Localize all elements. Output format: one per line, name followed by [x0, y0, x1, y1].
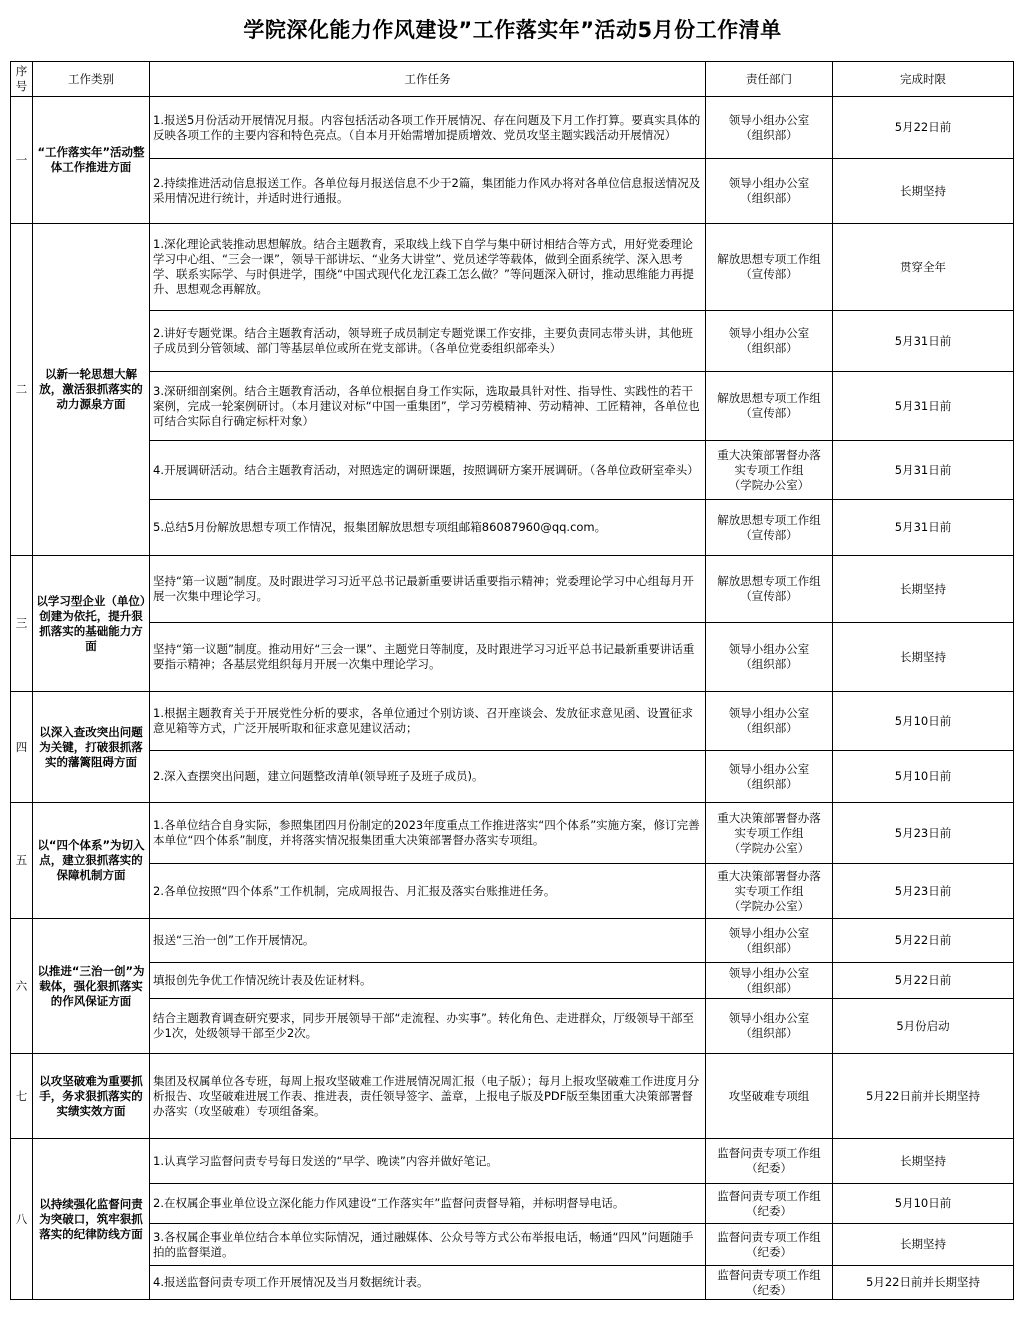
- task-cell: 5.总结5月份解放思想专项工作情况，报集团解放思想专项组邮箱86087960@qq.com。: [150, 500, 706, 556]
- task-cell: 2.讲好专题党课。结合主题教育活动，领导班子成员制定专题党课工作安排，主要负责同志带头讲，其他班子成员到分管领域、部门等基层单位或所在党支部讲。（各单位党委组织部牵头）: [150, 311, 706, 372]
- task-cell: 1.各单位结合自身实际，参照集团四月份制定的2023年度重点工作推进落实“四个体系”实施方案，修订完善本单位“四个体系”制度，并将落实情况报集团重大决策部署督办落实专项组。: [150, 803, 706, 864]
- task-cell: 报送“三治一创”工作开展情况。: [150, 919, 706, 963]
- dept-line: 实专项工作组: [734, 462, 804, 477]
- work-list-table: [10, 61, 1014, 1300]
- table-row: [11, 1224, 1014, 1266]
- dept-line: 监督问责专项工作组: [717, 1267, 821, 1282]
- header-category: 工作类别: [33, 62, 150, 97]
- table-row: [11, 623, 1014, 692]
- dept-cell: [706, 556, 833, 623]
- deadline-cell: 5月22日前: [833, 97, 1014, 159]
- dept-line: 解放思想专项工作组: [717, 252, 821, 266]
- group-category: 以推进“三治一创”为载体，强化狠抓落实的作风保证方面: [33, 919, 150, 1054]
- dept-line: （宣传部）: [740, 589, 798, 603]
- deadline-cell: 贯穿全年: [833, 224, 1014, 311]
- table-row: [11, 999, 1014, 1054]
- deadline-cell: 5月23日前: [833, 803, 1014, 864]
- task-cell: 1.根据主题教育关于开展党性分析的要求，各单位通过个别访谈、召开座谈会、发放征求意见函、设置征求意见箱等方式，广泛开展听取和征求意见建议活动；: [150, 692, 706, 751]
- table-row: [11, 864, 1014, 919]
- group-category: 以学习型企业（单位）创建为依托，提升狠抓落实的基础能力方面: [33, 556, 150, 692]
- task-cell: 3.各权属企事业单位结合本单位实际情况，通过融媒体、公众号等方式公布举报电话，畅通“四风”问题随手拍的监督渠道。: [150, 1224, 706, 1266]
- dept-line: （组织部）: [740, 980, 798, 995]
- deadline-cell: 5月31日前: [833, 372, 1014, 441]
- dept-line: 领导小组办公室: [728, 326, 810, 340]
- table-row: [11, 556, 1014, 623]
- deadline-cell: 5月份启动: [833, 999, 1014, 1054]
- dept-line: （组织部）: [740, 127, 798, 142]
- deadline-cell: 5月10日前: [833, 1184, 1014, 1224]
- dept-line: （组织部）: [740, 191, 798, 205]
- dept-line: 实专项工作组: [734, 883, 804, 898]
- dept-line: 解放思想专项工作组: [717, 574, 821, 588]
- table-body: [11, 97, 1014, 1300]
- dept-line: 重大决策部署督办落: [717, 447, 821, 462]
- group-category: 以新一轮思想大解放，激活狠抓落实的动力源泉方面: [33, 224, 150, 556]
- task-cell: 2.深入查摆突出问题，建立问题整改清单(领导班子及班子成员)。: [150, 751, 706, 803]
- dept-line: （组织部）: [740, 341, 798, 355]
- dept-line: （纪委）: [746, 1203, 792, 1218]
- task-cell: 1.认真学习监督问责专号每日发送的“早学、晚读”内容并做好笔记。: [150, 1139, 706, 1184]
- task-cell: 4.开展调研活动。结合主题教育活动，对照选定的调研课题，按照调研方案开展调研。（各单位政研室牵头）: [150, 441, 706, 500]
- deadline-cell: 5月10日前: [833, 751, 1014, 803]
- table-row: [11, 372, 1014, 441]
- page-title: 学院深化能力作风建设”工作落实年”活动5月份工作清单: [243, 18, 782, 42]
- dept-line: （组织部）: [740, 776, 798, 791]
- dept-cell: [706, 1054, 833, 1139]
- dept-cell: [706, 159, 833, 224]
- deadline-cell: 长期坚持: [833, 623, 1014, 692]
- group-category: 以深入查改突出问题为关键，打破狠抓落实的藩篱阻碍方面: [33, 692, 150, 803]
- group-number: 四: [11, 692, 33, 803]
- table-row: [11, 311, 1014, 372]
- dept-cell: [706, 1139, 833, 1184]
- deadline-cell: 5月22日前: [833, 963, 1014, 999]
- group-number: 五: [11, 803, 33, 919]
- table-row: [11, 751, 1014, 803]
- dept-line: （纪委）: [746, 1244, 792, 1259]
- dept-cell: [706, 1184, 833, 1224]
- table-row: [11, 224, 1014, 311]
- dept-cell: [706, 963, 833, 999]
- dept-line: 重大决策部署督办落: [717, 868, 821, 883]
- dept-cell: [706, 224, 833, 311]
- dept-line: （宣传部）: [740, 267, 798, 281]
- dept-cell: [706, 1224, 833, 1266]
- dept-line: 领导小组办公室: [728, 925, 810, 940]
- task-cell: 2.在权属企事业单位设立深化能力作风建设“工作落实年”监督问责督导箱，并标明督导电话。: [150, 1184, 706, 1224]
- group-number: 七: [11, 1054, 33, 1139]
- deadline-cell: 长期坚持: [833, 556, 1014, 623]
- group-number: 一: [11, 97, 33, 224]
- header-task: 工作任务: [150, 62, 706, 97]
- dept-cell: [706, 623, 833, 692]
- deadline-cell: 5月23日前: [833, 864, 1014, 919]
- dept-cell: [706, 500, 833, 556]
- dept-line: （学院办公室）: [728, 477, 810, 492]
- task-cell: 2.各单位按照“四个体系”工作机制，完成周报告、月汇报及落实台账推进任务。: [150, 864, 706, 919]
- group-category: 以“四个体系”为切入点，建立狠抓落实的保障机制方面: [33, 803, 150, 919]
- table-row: [11, 963, 1014, 999]
- dept-line: （纪委）: [746, 1161, 792, 1175]
- table-row: [11, 1139, 1014, 1184]
- dept-cell: [706, 372, 833, 441]
- table-row: [11, 692, 1014, 751]
- group-number: 三: [11, 556, 33, 692]
- task-cell: 坚持“第一议题”制度。及时跟进学习习近平总书记最新重要讲话重要指示精神；党委理论学习中心组每月开展一次集中理论学习。: [150, 556, 706, 623]
- dept-line: （组织部）: [740, 940, 798, 955]
- dept-line: 监督问责专项工作组: [717, 1188, 821, 1203]
- table-row: [11, 1184, 1014, 1224]
- task-cell: 4.报送监督问责专项工作开展情况及当月数据统计表。: [150, 1266, 706, 1300]
- header-num: 序 号: [11, 62, 33, 97]
- deadline-cell: 5月31日前: [833, 500, 1014, 556]
- dept-line: （宣传部）: [740, 406, 798, 420]
- group-category: 以持续强化监督问责为突破口，筑牢狠抓落实的纪律防线方面: [33, 1139, 150, 1300]
- task-cell: 填报创先争优工作情况统计表及佐证材料。: [150, 963, 706, 999]
- header-dept: 责任部门: [706, 62, 833, 97]
- deadline-cell: 5月22日前并长期坚持: [833, 1054, 1014, 1139]
- dept-cell: [706, 692, 833, 751]
- deadline-cell: 5月22日前并长期坚持: [833, 1266, 1014, 1300]
- group-number: 六: [11, 919, 33, 1054]
- dept-line: （组织部）: [740, 721, 798, 735]
- task-cell: 2.持续推进活动信息报送工作。各单位每月报送信息不少于2篇，集团能力作风办将对各单位信息报送情况及采用情况进行统计，并适时进行通报。: [150, 159, 706, 224]
- dept-line: （组织部）: [740, 657, 798, 671]
- table-row: [11, 441, 1014, 500]
- table-row: [11, 1266, 1014, 1300]
- table-row: [11, 919, 1014, 963]
- group-category: 以攻坚破难为重要抓手，务求狠抓落实的实绩实效方面: [33, 1054, 150, 1139]
- dept-line: （组织部）: [740, 1026, 798, 1040]
- dept-line: （学院办公室）: [728, 840, 810, 855]
- dept-line: （宣传部）: [740, 527, 798, 542]
- deadline-cell: 5月10日前: [833, 692, 1014, 751]
- table-row: [11, 1054, 1014, 1139]
- task-cell: 结合主题教育调查研究要求，同步开展领导干部“走流程、办实事”。转化角色、走进群众，厅级领导干部至少1次，处级领导干部至少2次。: [150, 999, 706, 1054]
- dept-cell: [706, 803, 833, 864]
- dept-line: （学院办公室）: [728, 898, 810, 913]
- dept-line: 攻坚破难专项组: [728, 1088, 810, 1103]
- header-row: [11, 62, 1014, 97]
- dept-line: 监督问责专项工作组: [717, 1146, 821, 1160]
- dept-cell: [706, 1266, 833, 1300]
- dept-cell: [706, 97, 833, 159]
- dept-line: （纪委）: [746, 1282, 792, 1297]
- table-row: [11, 97, 1014, 159]
- group-category: “工作落实年”活动整体工作推进方面: [33, 97, 150, 224]
- dept-line: 领导小组办公室: [728, 706, 810, 720]
- header-deadline: 完成时限: [833, 62, 1014, 97]
- dept-line: 领导小组办公室: [728, 761, 810, 776]
- dept-cell: [706, 864, 833, 919]
- deadline-cell: 长期坚持: [833, 1139, 1014, 1184]
- table-row: [11, 803, 1014, 864]
- task-cell: 1.深化理论武装推动思想解放。结合主题教育，采取线上线下自学与集中研讨相结合等方式，用好党委理论学习中心组、“三会一课”，领导干部讲坛、“业务大讲堂”、党员述学等载体，做到全面系统学、深入思考学、联系实际学、与时俱进学，围绕“中国式现代化龙江森工怎么做？”等问题深入研讨，推动思维能力再提升、思想观念再解放。: [150, 224, 706, 311]
- task-cell: 1.报送5月份活动开展情况月报。内容包括活动各项工作开展情况、存在问题及下月工作打算。要真实具体的反映各项工作的主要内容和特色亮点。（自本月开始需增加提质增效、党员攻坚主题实践活动开展情况）: [150, 97, 706, 159]
- dept-cell: [706, 999, 833, 1054]
- group-number: 八: [11, 1139, 33, 1300]
- task-cell: 3.深研细剖案例。结合主题教育活动，各单位根据自身工作实际，选取最具针对性、指导性、实践性的若干案例，完成一轮案例研讨。（本月建议对标“中国一重集团”，学习劳模精神、劳动精神、工匠精神，各单位也可结合实际自行确定标杆对象）: [150, 372, 706, 441]
- dept-line: 领导小组办公室: [728, 176, 810, 190]
- deadline-cell: 长期坚持: [833, 159, 1014, 224]
- dept-cell: [706, 919, 833, 963]
- deadline-cell: 5月31日前: [833, 311, 1014, 372]
- dept-cell: [706, 311, 833, 372]
- dept-line: 监督问责专项工作组: [717, 1229, 821, 1244]
- dept-cell: [706, 751, 833, 803]
- dept-line: 实专项工作组: [734, 825, 804, 840]
- dept-line: 领导小组办公室: [728, 1011, 810, 1025]
- deadline-cell: 5月22日前: [833, 919, 1014, 963]
- task-cell: 集团及权属单位各专班，每周上报攻坚破难工作进展情况周汇报（电子版）；每月上报攻坚破难工作进度月分析报告、攻坚破难进展工作表、推进表，责任领导签字、盖章，上报电子版及PDF版至集团重大决策部署督办落实（攻坚破难）专项组备案。: [150, 1054, 706, 1139]
- dept-line: 领导小组办公室: [728, 965, 810, 980]
- dept-line: 重大决策部署督办落: [717, 810, 821, 825]
- table-row: [11, 500, 1014, 556]
- task-cell: 坚持“第一议题”制度。推动用好“三会一课”、主题党日等制度，及时跟进学习习近平总书记最新重要讲话重要指示精神；各基层党组织每月开展一次集中理论学习。: [150, 623, 706, 692]
- group-number: 二: [11, 224, 33, 556]
- dept-cell: [706, 441, 833, 500]
- dept-line: 领导小组办公室: [728, 112, 810, 127]
- dept-line: 解放思想专项工作组: [717, 391, 821, 405]
- table-row: [11, 159, 1014, 224]
- dept-line: 领导小组办公室: [728, 642, 810, 656]
- dept-line: 解放思想专项工作组: [717, 512, 821, 527]
- deadline-cell: 5月31日前: [833, 441, 1014, 500]
- deadline-cell: 长期坚持: [833, 1224, 1014, 1266]
